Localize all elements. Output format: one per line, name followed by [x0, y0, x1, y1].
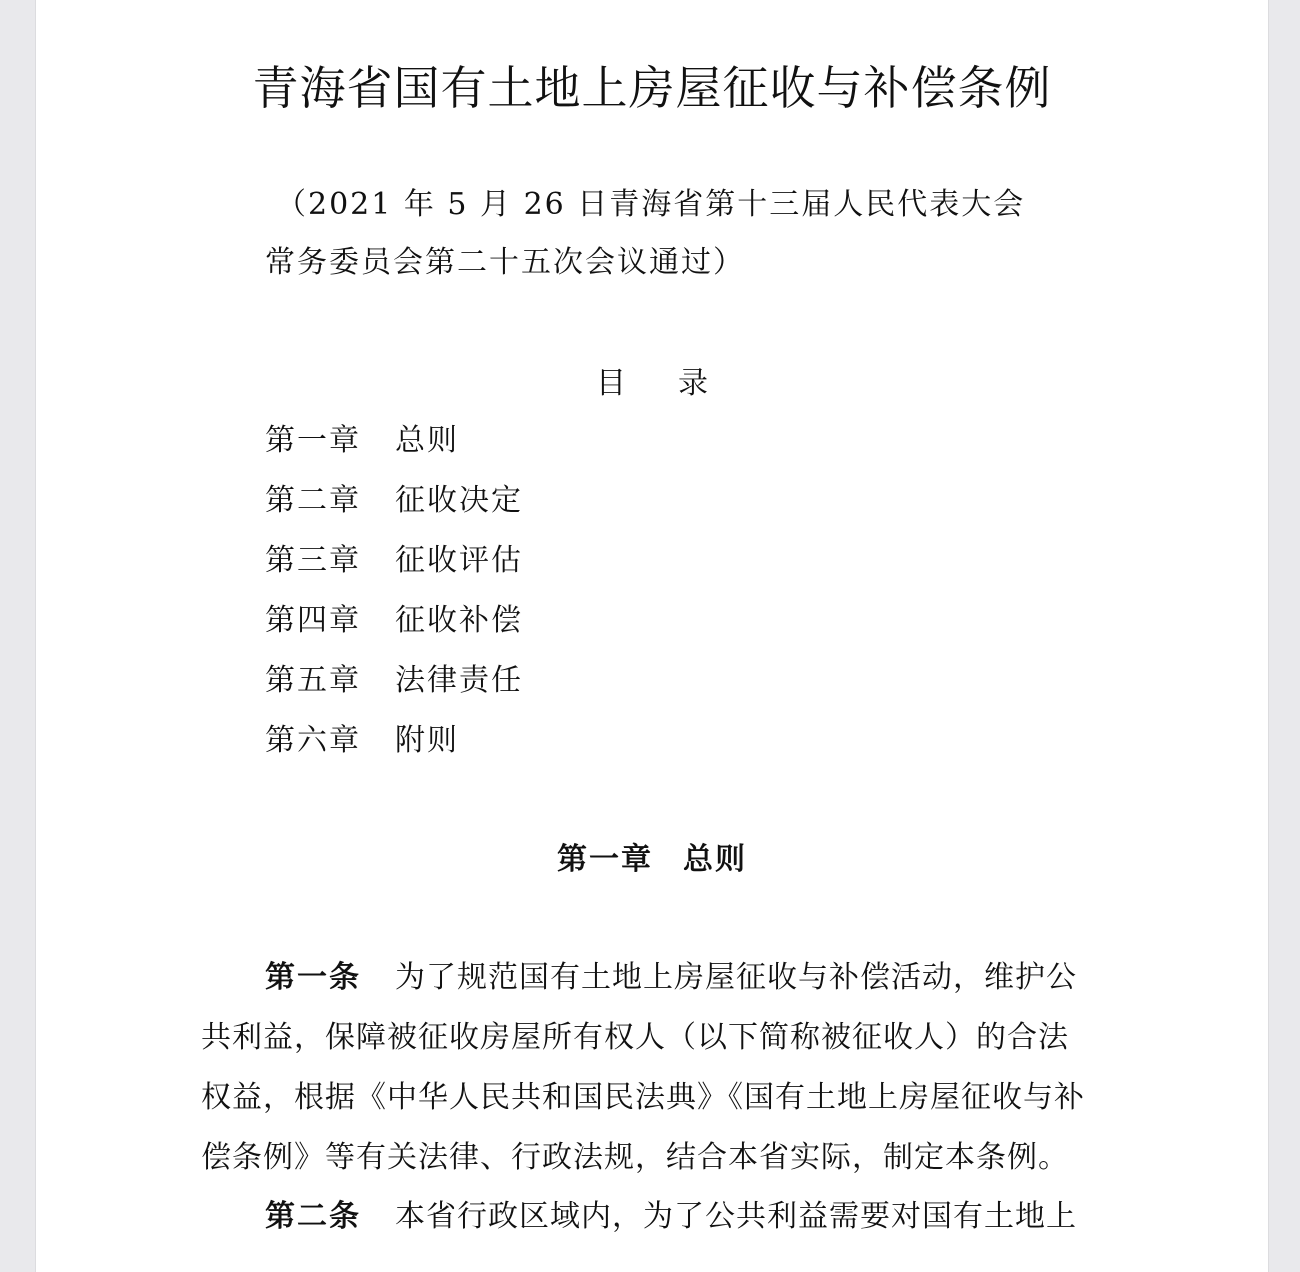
adoption-note-line-1: （2021 年 5 月 26 日青海省第十三届人民代表大会 — [276, 187, 1026, 222]
toc-chapter-title: 征收补偿 — [395, 603, 523, 638]
document-title: 青海省国有土地上房屋征收与补偿条例 — [252, 61, 1052, 115]
document-page — [36, 0, 1268, 1272]
toc-chapter-number: 第六章 — [265, 723, 361, 758]
article-1-label: 第一条 — [265, 960, 361, 995]
article-1-first-line — [265, 958, 1077, 998]
toc-item — [265, 481, 523, 541]
toc-chapter-number: 第一章 — [265, 423, 361, 458]
toc-item — [265, 541, 523, 601]
toc-chapter-number: 第三章 — [265, 543, 361, 578]
toc-chapter-number: 第五章 — [265, 663, 361, 698]
adoption-note-line-2: 常务委员会第二十五次会议通过） — [265, 245, 745, 280]
toc-chapter-number: 第四章 — [265, 603, 361, 638]
toc-chapter-title: 总则 — [395, 423, 459, 458]
toc-chapter-title: 征收决定 — [395, 483, 523, 518]
toc-chapter-number: 第二章 — [265, 483, 361, 518]
chapter-number: 第一章 — [557, 842, 653, 877]
toc-item — [265, 601, 523, 661]
article-2-first-line — [265, 1197, 1077, 1237]
toc-chapter-title: 法律责任 — [395, 663, 523, 698]
toc-item — [265, 421, 523, 481]
article-1-text-line-3: 权益，根据《中华人民共和国民法典》《国有土地上房屋征收与补 — [201, 1080, 1085, 1115]
toc-chapter-title: 附则 — [395, 723, 459, 758]
toc-item — [265, 721, 523, 781]
article-1-text-line-1: 为了规范国有土地上房屋征收与补偿活动，维护公 — [395, 960, 1077, 995]
article-1-text-line-4: 偿条例》等有关法律、行政法规，结合本省实际，制定本条例。 — [201, 1140, 1069, 1175]
article-1-text-line-2: 共利益，保障被征收房屋所有权人（以下简称被征收人）的合法 — [201, 1020, 1069, 1055]
article-2-label: 第二条 — [265, 1199, 361, 1234]
article-2-text-line-1: 本省行政区域内，为了公共利益需要对国有土地上 — [395, 1199, 1077, 1234]
toc-heading: 目录 — [596, 366, 760, 401]
chapter-heading — [36, 838, 1268, 882]
toc-item — [265, 661, 523, 721]
toc-chapter-title: 征收评估 — [395, 543, 523, 578]
chapter-title: 总则 — [683, 842, 747, 877]
table-of-contents — [265, 421, 523, 781]
